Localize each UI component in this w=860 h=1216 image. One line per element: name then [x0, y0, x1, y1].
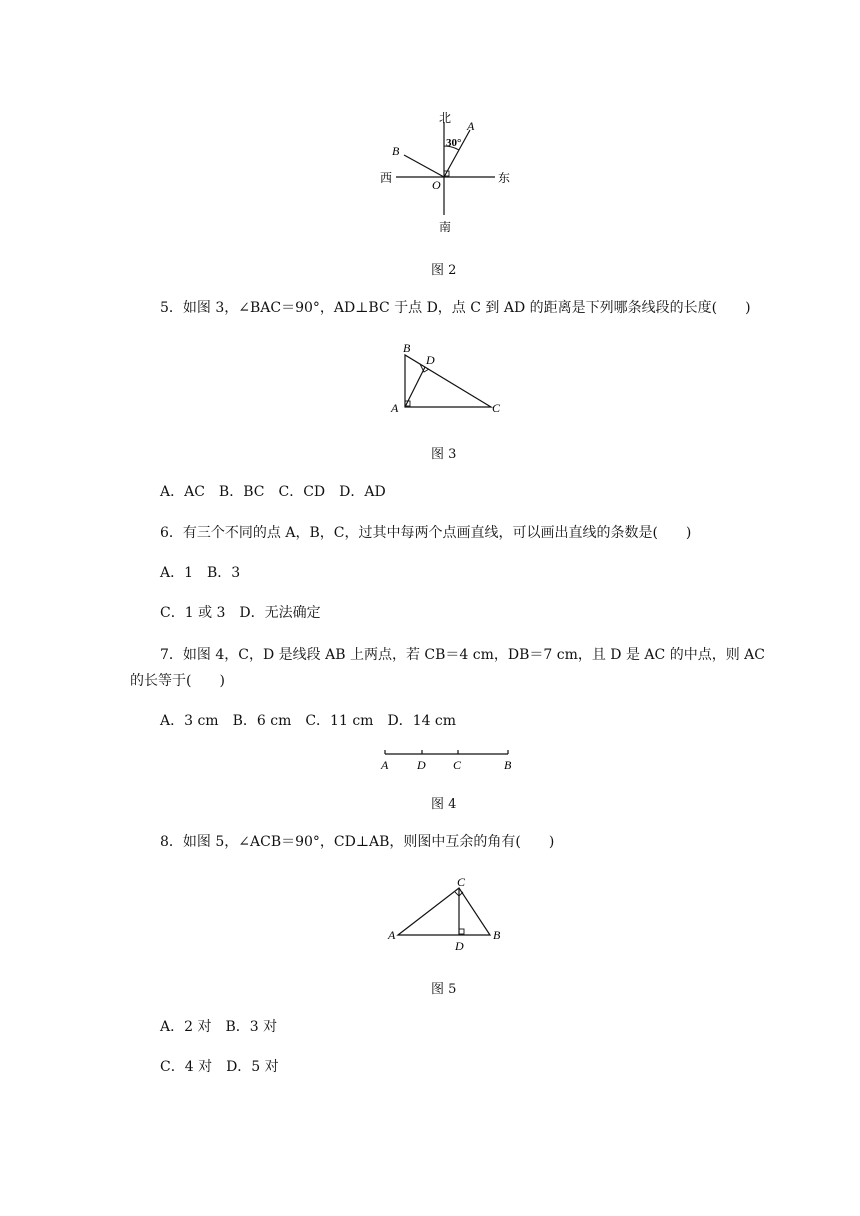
question-7-options: A．3 cm B．6 cm C．11 cm D．14 cm: [160, 713, 457, 729]
figure-2-caption: 图 2: [431, 263, 457, 278]
label-point-c: C: [453, 758, 462, 772]
triangle-acb: [398, 888, 490, 935]
label-point-c: C: [492, 401, 501, 415]
ray-ob: [404, 155, 444, 177]
label-point-a: A: [381, 758, 389, 772]
figure-3-caption: 图 3: [431, 447, 457, 462]
label-point-a: A: [467, 119, 475, 133]
label-point-b: B: [403, 341, 411, 355]
label-north: 北: [439, 111, 452, 125]
question-5-options: A．AC B．BC C．CD D．AD: [160, 484, 386, 500]
label-point-a: A: [388, 928, 396, 942]
figure-4-segment: [375, 748, 525, 774]
question-6-text: 6．有三个不同的点 A，B，C，过其中每两个点画直线，可以画出直线的条数是( ): [160, 525, 692, 541]
label-point-d: D: [417, 758, 426, 772]
question-7-text-line1: 7．如图 4，C，D 是线段 AB 上两点，若 CB＝4 cm，DB＝7 cm，且 D 是 AC 的中点，则 AC: [160, 647, 765, 663]
figure-4-caption: 图 4: [431, 797, 457, 812]
figure-3-triangle: [385, 338, 515, 418]
label-west: 西: [380, 171, 393, 185]
figure-2-compass: [360, 100, 540, 240]
label-east: 东: [498, 171, 511, 185]
label-point-b: B: [504, 758, 512, 772]
label-south: 南: [439, 220, 452, 234]
label-point-o: O: [432, 178, 441, 192]
question-8-options-line2: C．4 对 D．5 对: [160, 1059, 279, 1075]
figure-5-triangle: [385, 872, 515, 952]
question-6-options-line2: C．1 或 3 D．无法确定: [160, 605, 321, 621]
question-8-text: 8．如图 5，∠ACB＝90°，CD⊥AB，则图中互余的角有( ): [160, 834, 555, 850]
label-angle-30: 30°: [446, 137, 462, 149]
label-point-b: B: [493, 928, 501, 942]
question-7-text-line2: 的长等于( ): [130, 673, 225, 689]
label-point-d: D: [426, 353, 435, 367]
label-point-c: C: [457, 875, 466, 889]
label-point-d: D: [455, 939, 464, 952]
label-point-b: B: [392, 144, 400, 158]
label-point-a: A: [391, 401, 399, 415]
question-5-text: 5．如图 3，∠BAC＝90°，AD⊥BC 于点 D，点 C 到 AD 的距离是下列哪条线段的长度( ): [160, 300, 751, 316]
question-8-options-line1: A．2 对 B．3 对: [160, 1019, 278, 1035]
figure-5-caption: 图 5: [431, 982, 457, 997]
right-angle-mark-d: [459, 929, 464, 934]
question-6-options-line1: A．1 B．3: [160, 565, 241, 581]
